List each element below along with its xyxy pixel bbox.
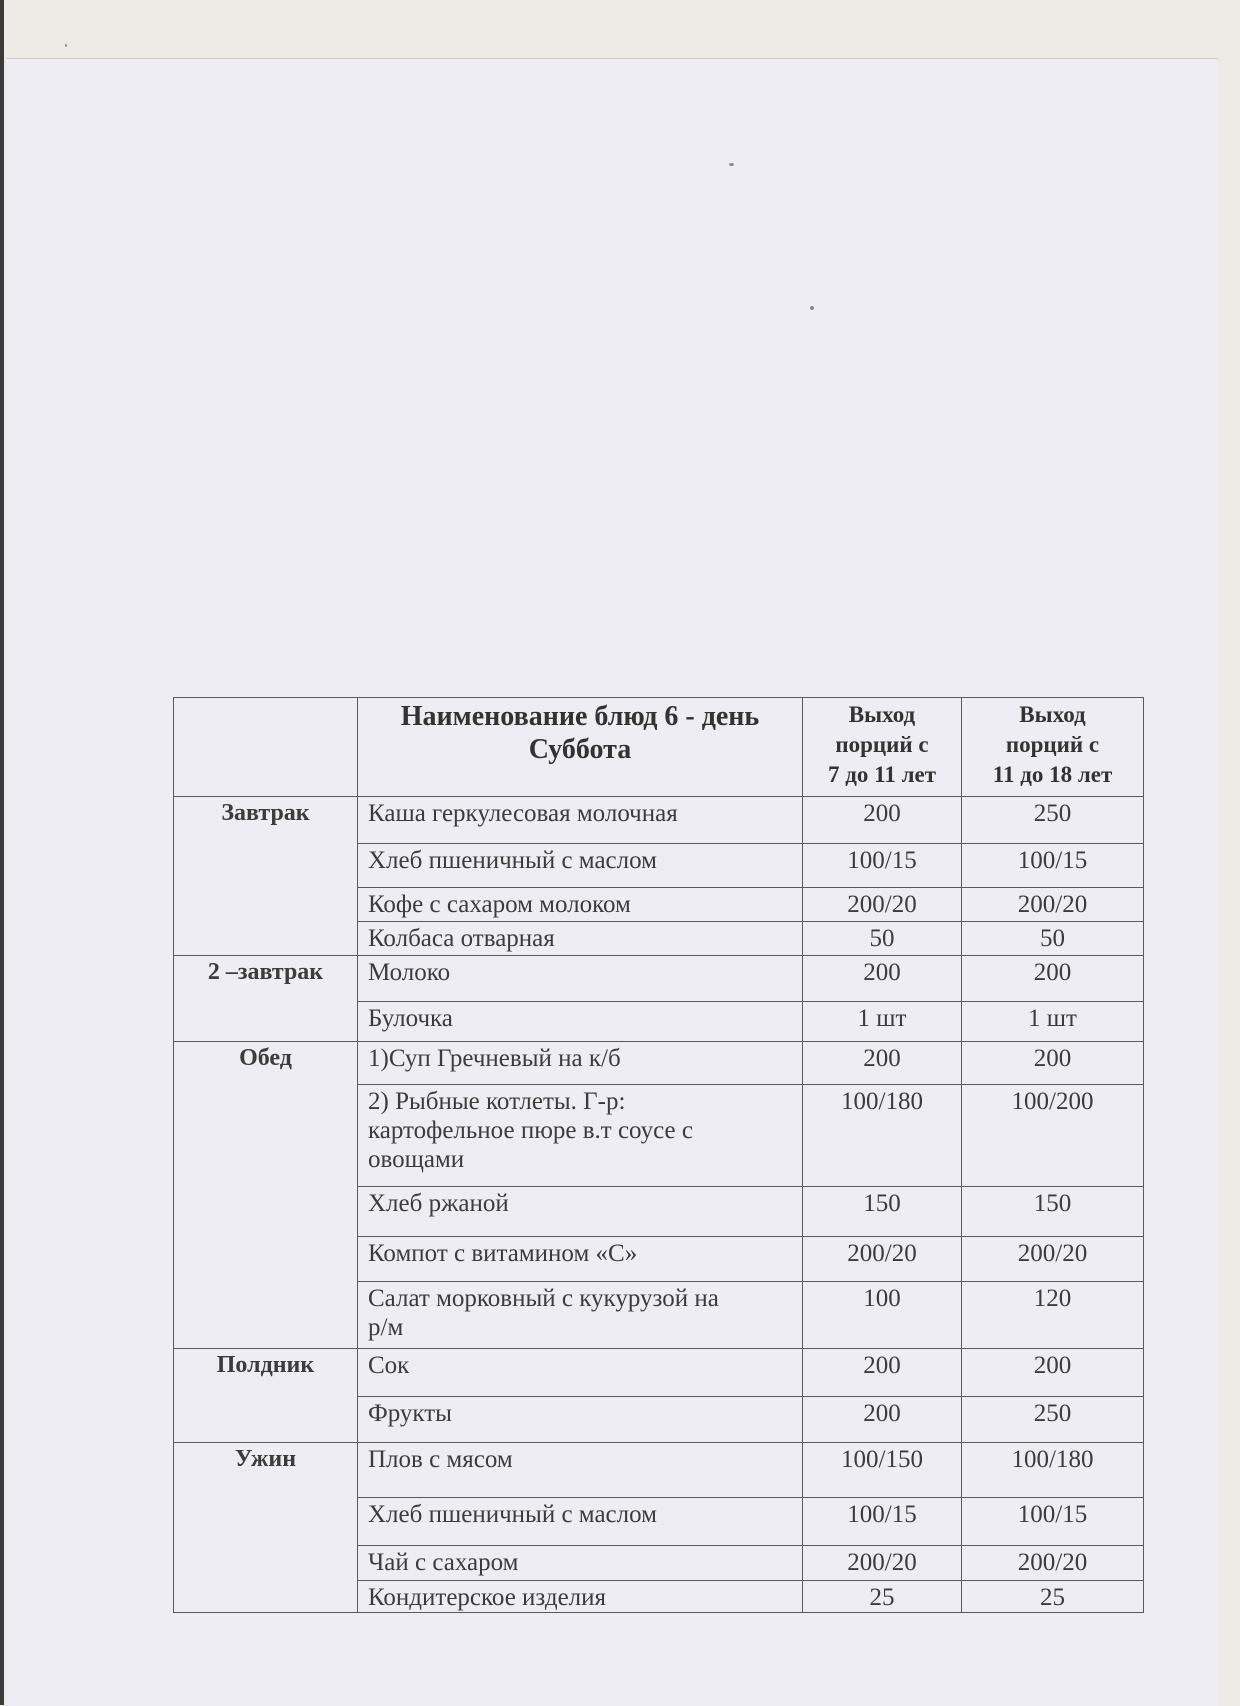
- yield-7-11-cell: 200: [803, 797, 962, 844]
- yield-7-11-cell: 200/20: [803, 888, 962, 922]
- yield-7-11-cell: 100/180: [803, 1085, 962, 1187]
- dish-cell: Плов с мясом: [358, 1443, 803, 1498]
- yield-11-18-cell: 1 шт: [962, 1002, 1144, 1042]
- yield-7-11-cell: 150: [803, 1187, 962, 1237]
- dish-line: р/м: [368, 1314, 404, 1341]
- header-yield-11-18: [962, 698, 1144, 797]
- yield-7-11-cell: 25: [803, 1581, 962, 1613]
- header-title-line1: Наименование блюд 6 - день: [400, 701, 760, 732]
- yield-11-18-cell: 100/15: [962, 844, 1144, 888]
- yield-11-18-line2: порций с: [1005, 732, 1100, 757]
- table-row: [174, 1443, 1144, 1498]
- meal-afternoon-snack: Полдник: [174, 1349, 358, 1443]
- yield-7-11-cell: 50: [803, 922, 962, 956]
- yield-7-11-cell: 100/15: [803, 1498, 962, 1546]
- dish-cell: Хлеб пшеничный с маслом: [358, 1498, 803, 1546]
- dish-cell: 1)Суп Гречневый на к/б: [358, 1042, 803, 1085]
- meal-second-breakfast: 2 –завтрак: [174, 956, 358, 1042]
- dish-cell: Кофе с сахаром молоком: [358, 888, 803, 922]
- yield-11-18-cell: 200: [962, 956, 1144, 1002]
- header-row: [174, 698, 1144, 797]
- yield-11-18-cell: 50: [962, 922, 1144, 956]
- yield-7-11-cell: 100/150: [803, 1443, 962, 1498]
- menu-table: [173, 697, 1144, 1613]
- yield-11-18-line1: Выход: [1019, 702, 1086, 727]
- yield-11-18-cell: 250: [962, 797, 1144, 844]
- table-row: [174, 1042, 1144, 1085]
- dish-cell: Кондитерское изделия: [358, 1581, 803, 1613]
- yield-7-11-line3: 7 до 11 лет: [827, 762, 937, 787]
- yield-7-11-cell: 200: [803, 1042, 962, 1085]
- meal-breakfast: Завтрак: [174, 797, 358, 956]
- yield-11-18-cell: 200/20: [962, 888, 1144, 922]
- dish-line: Салат морковный с кукурузой на: [368, 1285, 719, 1312]
- dish-line: картофельное пюре в.т соусе с: [368, 1117, 693, 1144]
- header-blank-cell: [174, 698, 358, 797]
- dish-line: 2) Рыбные котлеты. Г-р:: [368, 1088, 626, 1115]
- yield-11-18-cell: 120: [962, 1282, 1144, 1349]
- yield-11-18-cell: 100/180: [962, 1443, 1144, 1498]
- dish-cell: Хлеб пшеничный с маслом: [358, 844, 803, 888]
- dish-cell: Сок: [358, 1349, 803, 1397]
- table-row: [174, 956, 1144, 1002]
- dust-speck: [810, 306, 814, 310]
- meal-lunch: Обед: [174, 1042, 358, 1349]
- yield-11-18-cell: 100/15: [962, 1498, 1144, 1546]
- yield-7-11-cell: 200/20: [803, 1546, 962, 1581]
- dish-cell: Молоко: [358, 956, 803, 1002]
- dish-cell: [358, 1085, 803, 1187]
- yield-11-18-cell: 100/200: [962, 1085, 1144, 1187]
- yield-7-11-cell: 100/15: [803, 844, 962, 888]
- yield-11-18-cell: 25: [962, 1581, 1144, 1613]
- yield-11-18-cell: 200/20: [962, 1546, 1144, 1581]
- dish-cell: Булочка: [358, 1002, 803, 1042]
- header-yield-7-11: [803, 698, 962, 797]
- dust-speck: [65, 44, 67, 47]
- yield-11-18-cell: 250: [962, 1397, 1144, 1443]
- dish-cell: [358, 1282, 803, 1349]
- dish-cell: Фрукты: [358, 1397, 803, 1443]
- table-row: [174, 797, 1144, 844]
- yield-7-11-cell: 1 шт: [803, 1002, 962, 1042]
- yield-11-18-line3: 11 до 18 лет: [992, 762, 1113, 787]
- yield-7-11-cell: 100: [803, 1282, 962, 1349]
- yield-11-18-cell: 200: [962, 1349, 1144, 1397]
- yield-7-11-line1: Выход: [848, 702, 916, 727]
- yield-11-18-cell: 150: [962, 1187, 1144, 1237]
- scan-edge: [0, 0, 4, 1705]
- yield-11-18-cell: 200/20: [962, 1237, 1144, 1282]
- yield-7-11-cell: 200: [803, 1397, 962, 1443]
- header-title-line2: Суббота: [528, 734, 632, 765]
- dish-cell: Компот с витамином «С»: [358, 1237, 803, 1282]
- header-title-cell: [358, 698, 803, 797]
- dish-cell: Колбаса отварная: [358, 922, 803, 956]
- meal-dinner: Ужин: [174, 1443, 358, 1613]
- yield-11-18-cell: 200: [962, 1042, 1144, 1085]
- dust-speck: [729, 163, 734, 166]
- yield-7-11-cell: 200: [803, 1349, 962, 1397]
- yield-7-11-cell: 200/20: [803, 1237, 962, 1282]
- dish-cell: Каша геркулесовая молочная: [358, 797, 803, 844]
- dish-cell: Чай с сахаром: [358, 1546, 803, 1581]
- table-row: [174, 1349, 1144, 1397]
- dish-line: овощами: [368, 1146, 465, 1173]
- dish-cell: Хлеб ржаной: [358, 1187, 803, 1237]
- yield-7-11-line2: порций с: [835, 732, 929, 757]
- yield-7-11-cell: 200: [803, 956, 962, 1002]
